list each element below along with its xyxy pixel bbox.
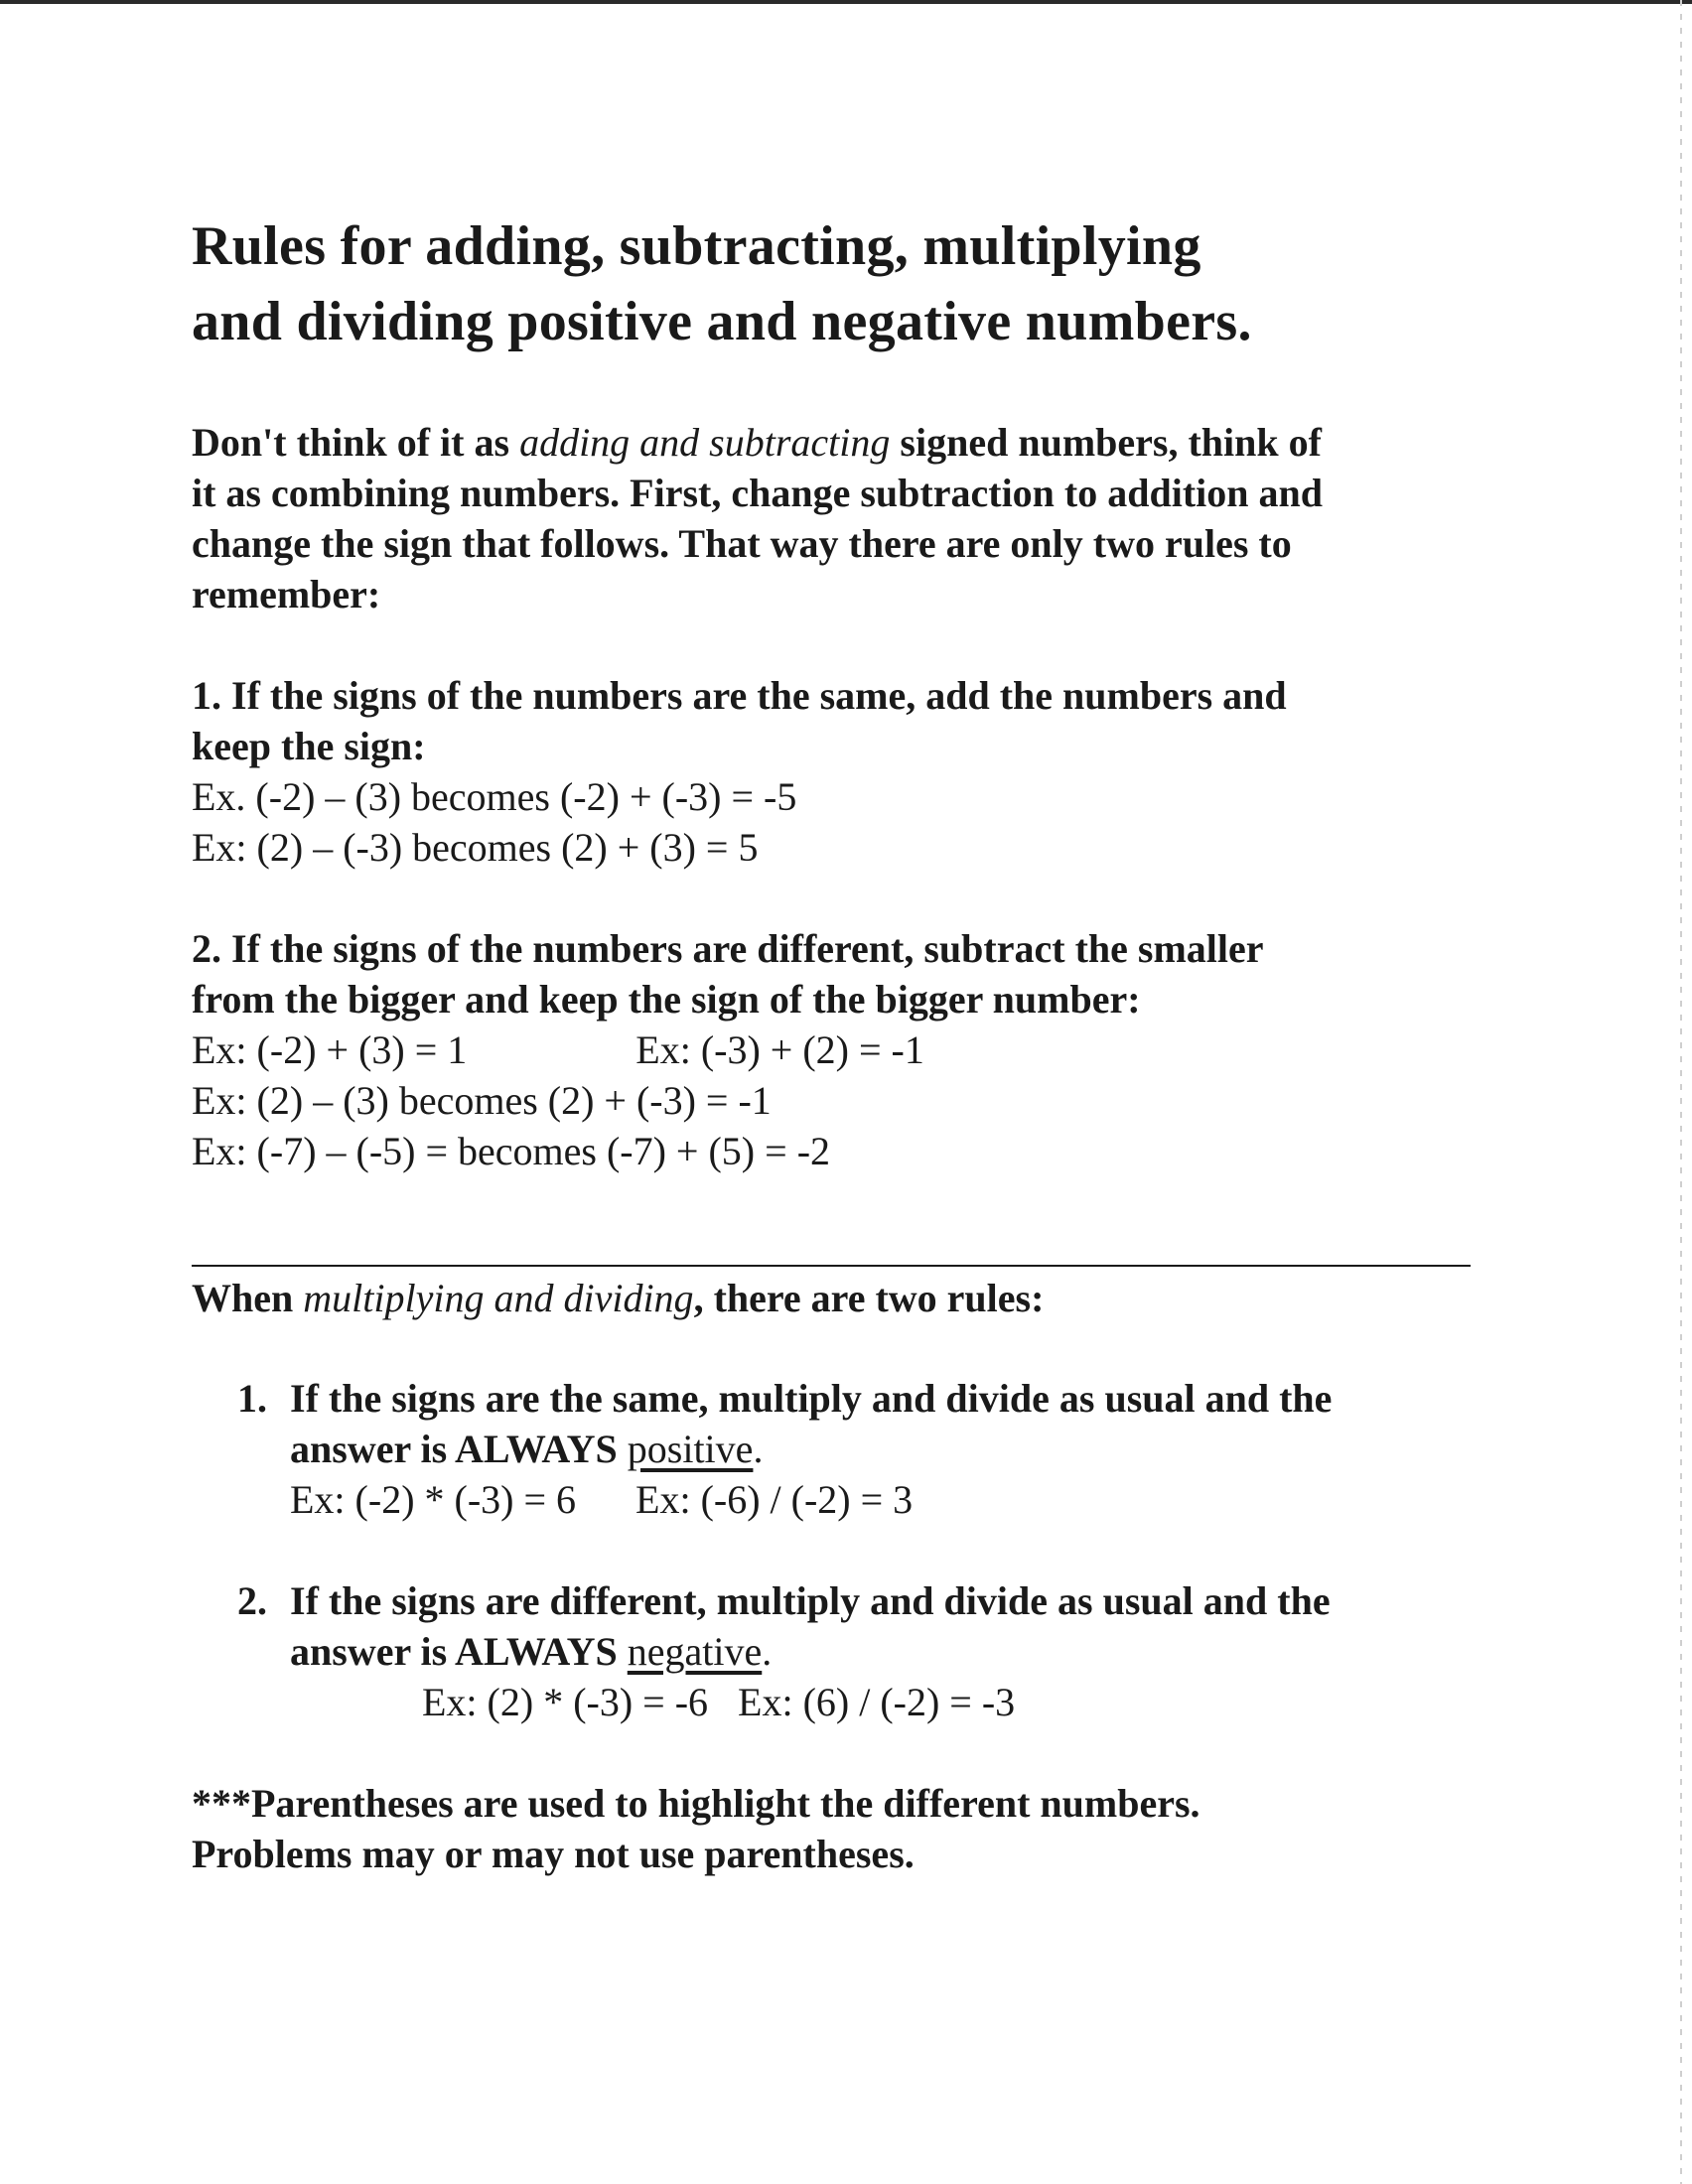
title-line-2: and dividing positive and negative numbers. bbox=[192, 291, 1252, 352]
intro-line-3: change the sign that follows. That way there are only two rules to bbox=[192, 521, 1292, 566]
intro-line-2: it as combining numbers. First, change subtraction to addition and bbox=[192, 471, 1324, 515]
md-rule2-prefix: answer is ALWAYS bbox=[290, 1629, 628, 1674]
md-rule1-number: 1. bbox=[237, 1376, 267, 1421]
scan-top-edge bbox=[0, 0, 1692, 4]
md-rule1-suffix: . bbox=[753, 1427, 764, 1471]
add-rule2-example-3: Ex: (-7) – (-5) = becomes (-7) + (5) = -2 bbox=[192, 1129, 831, 1173]
md-rule1-examples bbox=[290, 1474, 1482, 1525]
md-rule1-line-2 bbox=[290, 1424, 1482, 1474]
add-rule-same-signs bbox=[192, 670, 1482, 873]
add-rule2-example-2: Ex: (2) – (3) becomes (2) + (-3) = -1 bbox=[192, 1078, 772, 1123]
add-rule1-line-1: 1. If the signs of the numbers are the same, add the numbers and bbox=[192, 673, 1287, 718]
multiply-divide-intro bbox=[192, 1273, 1482, 1323]
md-rule2-keyword: negative bbox=[627, 1629, 763, 1674]
md-rule2-example-a: Ex: (2) * (-3) = -6 bbox=[422, 1680, 709, 1724]
add-rule2-example-1a: Ex: (-2) + (3) = 1 bbox=[192, 1027, 468, 1072]
intro-paragraph bbox=[192, 417, 1482, 619]
intro-line-4: remember: bbox=[192, 572, 381, 616]
md-rule2-number: 2. bbox=[237, 1578, 267, 1623]
add-rule-different-signs bbox=[192, 923, 1482, 1176]
md-rule2-example-b: Ex: (6) / (-2) = -3 bbox=[738, 1680, 1016, 1724]
multiply-divide-rules bbox=[192, 1373, 1482, 1727]
intro-text-end: signed numbers, think of bbox=[890, 420, 1322, 465]
scan-right-edge bbox=[1680, 0, 1682, 2184]
note-line-2: Problems may or may not use parentheses. bbox=[192, 1832, 915, 1876]
md-intro-italic: multiplying and dividing bbox=[303, 1276, 694, 1320]
md-rule-different-signs bbox=[192, 1575, 1482, 1727]
section-divider bbox=[192, 1265, 1471, 1267]
intro-italic-phrase: adding and subtracting bbox=[519, 420, 891, 465]
add-rule2-example-row bbox=[192, 1024, 1482, 1075]
parentheses-note bbox=[192, 1778, 1482, 1879]
intro-line-1 bbox=[192, 417, 1482, 468]
add-rule1-example-2: Ex: (2) – (-3) becomes (2) + (3) = 5 bbox=[192, 825, 759, 870]
add-rule1-example-1: Ex. (-2) – (3) becomes (-2) + (-3) = -5 bbox=[192, 774, 797, 819]
add-rule2-line-2: from the bigger and keep the sign of the bigger number: bbox=[192, 977, 1141, 1022]
md-rule1-example-a: Ex: (-2) * (-3) = 6 bbox=[290, 1477, 577, 1522]
md-rule1-line-1: If the signs are the same, multiply and divide as usual and the bbox=[290, 1376, 1333, 1421]
md-intro-start: When bbox=[192, 1276, 304, 1320]
document-page bbox=[192, 208, 1482, 1879]
intro-text-start: Don't think of it as bbox=[192, 420, 520, 465]
md-rule1-prefix: answer is ALWAYS bbox=[290, 1427, 628, 1471]
md-rule2-examples bbox=[290, 1677, 1482, 1727]
md-rule1-keyword: positive bbox=[627, 1427, 754, 1471]
md-rule2-line-2 bbox=[290, 1626, 1482, 1677]
md-rule1-example-b: Ex: (-6) / (-2) = 3 bbox=[635, 1477, 914, 1522]
page-title bbox=[192, 208, 1482, 359]
note-line-1: ***Parentheses are used to highlight the different numbers. bbox=[192, 1781, 1200, 1826]
add-rule2-example-1b: Ex: (-3) + (2) = -1 bbox=[635, 1027, 924, 1072]
md-rule-same-signs bbox=[192, 1373, 1482, 1525]
md-intro-end: , there are two rules: bbox=[693, 1276, 1045, 1320]
md-rule2-line-1: If the signs are different, multiply and divide as usual and the bbox=[290, 1578, 1331, 1623]
add-rule2-line-1: 2. If the signs of the numbers are different, subtract the smaller bbox=[192, 926, 1264, 971]
title-line-1: Rules for adding, subtracting, multiplying bbox=[192, 215, 1201, 277]
md-rule2-suffix: . bbox=[762, 1629, 773, 1674]
add-rule1-line-2: keep the sign: bbox=[192, 724, 426, 768]
